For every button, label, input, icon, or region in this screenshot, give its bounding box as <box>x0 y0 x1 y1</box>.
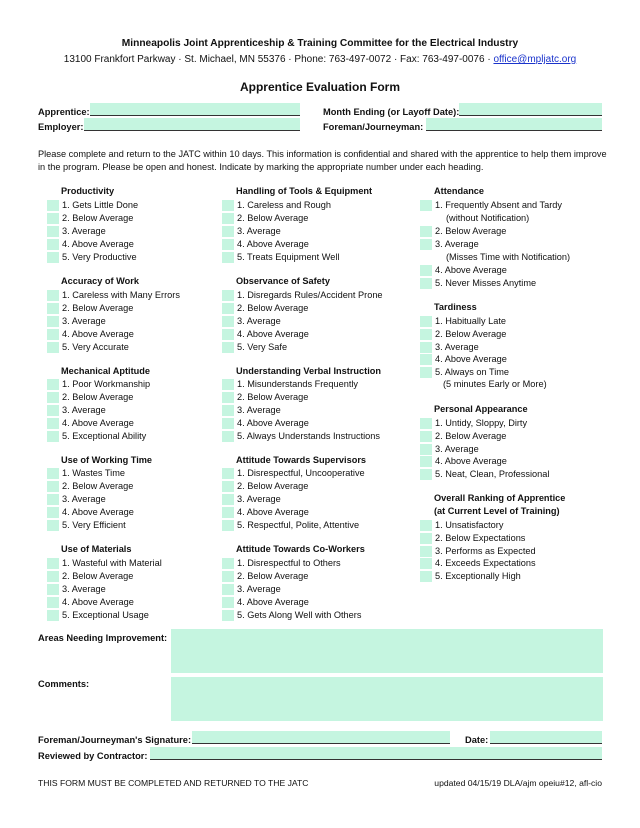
checkbox[interactable] <box>420 431 432 442</box>
employer-label: Employer: <box>38 122 84 132</box>
checkbox[interactable] <box>420 329 432 340</box>
checkbox[interactable] <box>47 316 59 327</box>
checkbox[interactable] <box>420 571 432 582</box>
section-title-overall: Overall Ranking of Apprentice <box>434 493 566 503</box>
checkbox[interactable] <box>222 431 234 442</box>
section-title-mechanical: Mechanical Aptitude <box>61 366 150 376</box>
checkbox[interactable] <box>420 520 432 531</box>
date-field[interactable] <box>490 731 602 744</box>
checkbox[interactable] <box>222 226 234 237</box>
checkbox[interactable] <box>420 342 432 353</box>
checkbox[interactable] <box>222 468 234 479</box>
checkbox[interactable] <box>222 392 234 403</box>
reviewed-field[interactable] <box>150 747 602 760</box>
org-address <box>0 54 640 65</box>
checkbox[interactable] <box>420 367 432 378</box>
checkbox[interactable] <box>222 558 234 569</box>
checkbox[interactable] <box>47 239 59 250</box>
checkbox[interactable] <box>222 481 234 492</box>
checkbox[interactable] <box>222 316 234 327</box>
checkbox[interactable] <box>47 584 59 595</box>
checkbox[interactable] <box>222 584 234 595</box>
month-ending-label: Month Ending (or Layoff Date): <box>323 107 460 117</box>
checkbox[interactable] <box>47 468 59 479</box>
section-title-accuracy: Accuracy of Work <box>61 276 139 286</box>
checkbox[interactable] <box>222 200 234 211</box>
checkbox[interactable] <box>222 303 234 314</box>
section-title-safety: Observance of Safety <box>236 276 330 286</box>
checkbox[interactable] <box>222 239 234 250</box>
section-subtitle-overall: (at Current Level of Training) <box>434 506 560 516</box>
checkbox[interactable] <box>222 405 234 416</box>
apprentice-field[interactable] <box>90 103 300 116</box>
checkbox[interactable] <box>47 290 59 301</box>
checkbox[interactable] <box>47 303 59 314</box>
section-title-productivity: Productivity <box>61 186 115 196</box>
address-text: 13100 Frankfort Parkway · St. Michael, MN 55376 · Phone: 763-497-0072 · Fax: 763-497-0076 · <box>63 54 494 65</box>
checkbox[interactable] <box>47 418 59 429</box>
checkbox[interactable] <box>222 290 234 301</box>
checkbox[interactable] <box>47 405 59 416</box>
section-title-appearance: Personal Appearance <box>434 404 528 414</box>
tardiness-note-5: (5 minutes Early or More) <box>443 379 547 389</box>
areas-field[interactable] <box>171 629 603 673</box>
checkbox[interactable] <box>47 494 59 505</box>
checkbox[interactable] <box>420 456 432 467</box>
checkbox[interactable] <box>420 533 432 544</box>
checkbox[interactable] <box>47 558 59 569</box>
checkbox[interactable] <box>420 558 432 569</box>
checkbox[interactable] <box>420 418 432 429</box>
checkbox[interactable] <box>222 610 234 621</box>
checkbox[interactable] <box>420 278 432 289</box>
section-title-attendance: Attendance <box>434 186 485 196</box>
checkbox[interactable] <box>47 392 59 403</box>
checkbox[interactable] <box>222 507 234 518</box>
instructions: Please complete and return to the JATC within 10 days. This information is confidential and shared with the apprentice to help them improve in the program. Please be open and honest. Indicate by marking the appropriate number under each heading. <box>38 149 607 172</box>
comments-label: Comments: <box>38 679 90 689</box>
month-ending-field[interactable] <box>459 103 602 116</box>
checkbox[interactable] <box>47 329 59 340</box>
areas-label: Areas Needing Improvement: <box>38 633 168 643</box>
checkbox[interactable] <box>47 213 59 224</box>
checkbox[interactable] <box>47 252 59 263</box>
checkbox[interactable] <box>47 226 59 237</box>
foreman-label: Foreman/Journeyman: <box>323 122 424 132</box>
checkbox[interactable] <box>222 494 234 505</box>
section-title-materials: Use of Materials <box>61 544 132 554</box>
reviewed-label: Reviewed by Contractor: <box>38 751 148 761</box>
checkbox[interactable] <box>222 342 234 353</box>
checkbox[interactable] <box>420 444 432 455</box>
apprentice-label: Apprentice: <box>38 107 90 117</box>
section-title-tools: Handling of Tools & Equipment <box>236 186 373 196</box>
section-title-supervisors: Attitude Towards Supervisors <box>236 455 367 465</box>
checkbox[interactable] <box>47 597 59 608</box>
checkbox[interactable] <box>420 316 432 327</box>
footer-note: THIS FORM MUST BE COMPLETED AND RETURNED TO THE JATC <box>38 778 309 788</box>
signature-field[interactable] <box>192 731 450 744</box>
footer-version: updated 04/15/19 DLA/ajm opeiu#12, afl-cio <box>434 778 602 788</box>
checkbox[interactable] <box>420 469 432 480</box>
checkbox[interactable] <box>222 252 234 263</box>
checkbox[interactable] <box>47 431 59 442</box>
checkbox[interactable] <box>420 200 432 211</box>
checkbox[interactable] <box>420 265 432 276</box>
checkbox[interactable] <box>222 329 234 340</box>
form-title: Apprentice Evaluation Form <box>239 80 401 94</box>
checkbox[interactable] <box>222 379 234 390</box>
checkbox[interactable] <box>47 571 59 582</box>
checkbox[interactable] <box>420 354 432 365</box>
attendance-note-3: (Misses Time with Notification) <box>446 252 571 262</box>
checkbox[interactable] <box>222 418 234 429</box>
checkbox[interactable] <box>47 379 59 390</box>
section-title-verbal: Understanding Verbal Instruction <box>236 366 381 376</box>
checkbox[interactable] <box>47 520 59 531</box>
checkbox[interactable] <box>47 342 59 353</box>
date-label: Date: <box>465 735 489 745</box>
section-title-coworkers: Attitude Towards Co-Workers <box>236 544 365 554</box>
signature-label: Foreman/Journeyman's Signature: <box>38 735 192 745</box>
foreman-field[interactable] <box>426 118 602 131</box>
checkbox[interactable] <box>222 213 234 224</box>
checkbox[interactable] <box>420 239 432 250</box>
email-link[interactable]: office@mpljatc.org <box>493 54 577 65</box>
checkbox[interactable] <box>47 481 59 492</box>
employer-field[interactable] <box>84 118 300 131</box>
checkbox[interactable] <box>222 571 234 582</box>
checkbox[interactable] <box>420 226 432 237</box>
section-title-tardiness: Tardiness <box>434 302 477 312</box>
comments-field[interactable] <box>171 677 603 721</box>
org-name: Minneapolis Joint Apprenticeship & Training Committee for the Electrical Industry <box>121 38 519 49</box>
checkbox[interactable] <box>47 200 59 211</box>
checkbox[interactable] <box>222 597 234 608</box>
checkbox[interactable] <box>47 507 59 518</box>
checkbox[interactable] <box>47 610 59 621</box>
checkbox[interactable] <box>222 520 234 531</box>
section-title-working-time: Use of Working Time <box>61 455 153 465</box>
checkbox[interactable] <box>420 546 432 557</box>
attendance-note-1: (without Notification) <box>446 213 530 223</box>
